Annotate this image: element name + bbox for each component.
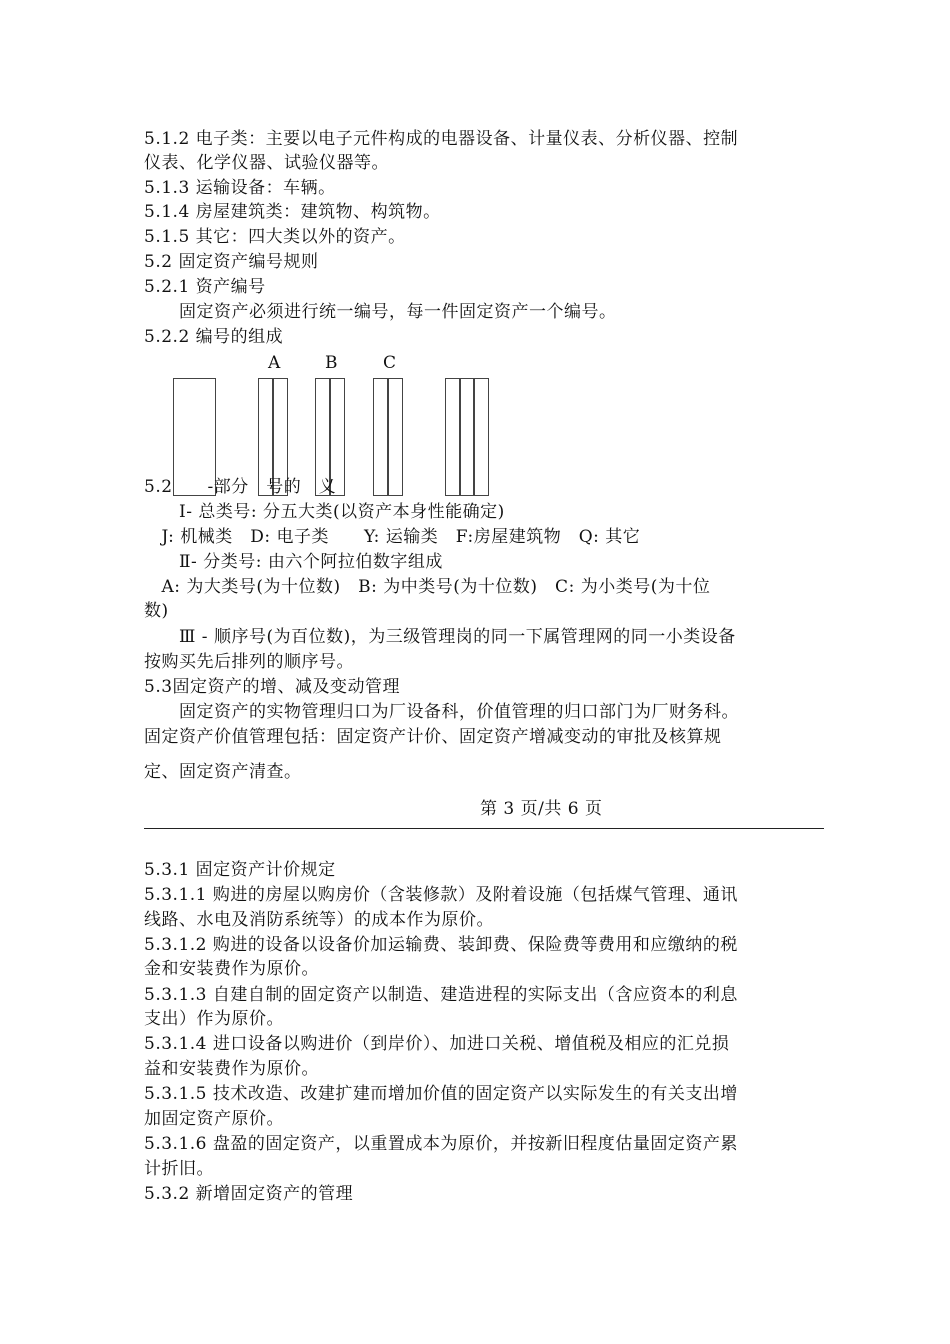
text-line: 固定资产价值管理包括：固定资产计价、固定资产增减变动的审批及核算规 (144, 727, 722, 747)
text-line: 固定资产的实物管理归口为厂设备科，价值管理的归口部门为厂财务科。 (144, 702, 739, 722)
text-line: 5.3.1.1 购进的房屋以购房价（含装修款）及附着设施（包括煤气管理、通讯 (144, 885, 738, 905)
subsection-heading: 5.3.2 新增固定资产的管理 (144, 1184, 354, 1204)
text-line: A: 为大类号(为十位数) B: 为中类号(为十位数) C: 为小类号(为十位 (144, 577, 711, 597)
text-line: 益和安装费作为原价。 (144, 1059, 319, 1079)
text-line: 加固定资产原价。 (144, 1109, 284, 1129)
diagram-box-c2 (387, 378, 403, 496)
text-line: 按购买先后排列的顺序号。 (144, 652, 354, 672)
text-line: Ⅰ- 总类号: 分五大类(以资产本身性能确定) (144, 502, 505, 522)
diagram-label-b: B (325, 353, 338, 373)
section-heading: 5.2 固定资产编号规则 (144, 252, 319, 272)
text-line: 计折旧。 (144, 1159, 214, 1179)
text-line: Ⅱ- 分类号: 由六个阿拉伯数字组成 (144, 552, 443, 572)
text-line: 支出）作为原价。 (144, 1009, 284, 1029)
page-footer: 第 3 页/共 6 页 (480, 799, 603, 819)
text-line: 金和安装费作为原价。 (144, 959, 319, 979)
text-line: 数) (144, 601, 169, 621)
text-line: 5.1.3 运输设备：车辆。 (144, 178, 336, 198)
text-line: 5.1.5 其它：四大类以外的资产。 (144, 227, 406, 247)
text-line: Ⅲ - 顺序号(为百位数)，为三级管理岗的同一下属管理网的同一小类设备 (144, 627, 736, 647)
diagram-box-seq3 (473, 378, 489, 496)
text-line: 5.1.4 房屋建筑类：建筑物、构筑物。 (144, 202, 441, 222)
section-heading: 5.3固定资产的增、减及变动管理 (144, 677, 401, 697)
text-line: 5.3.1.6 盘盈的固定资产，以重置成本为原价，并按新旧程度估量固定资产累 (144, 1134, 738, 1154)
page-divider (144, 828, 824, 829)
text-line: 5.3.1.4 进口设备以购进价（到岸价）、加进口关税、增值税及相应的汇兑损 (144, 1034, 730, 1054)
diagram-label-a: A (268, 353, 281, 373)
text-line: 5.3.1.2 购进的设备以设备价加运输费、装卸费、保险费等费用和应缴纳的税 (144, 935, 738, 955)
subsection-heading: 5.2 -部分 号的 义 (144, 477, 337, 497)
text-line: 固定资产必须进行统一编号，每一件固定资产一个编号。 (144, 302, 617, 322)
text-line: 5.3.1.3 自建自制的固定资产以制造、建造进程的实际支出（含应资本的利息 (144, 985, 738, 1005)
subsection-heading: 5.3.1 固定资产计价规定 (144, 860, 336, 880)
text-line: 5.3.1.5 技术改造、改建扩建而增加价值的固定资产以实际发生的有关支出增 (144, 1084, 738, 1104)
text-line: 定、固定资产清查。 (144, 762, 302, 782)
text-line: 线路、水电及消防系统等）的成本作为原价。 (144, 910, 494, 930)
subsection-heading: 5.2.2 编号的组成 (144, 327, 284, 347)
text-line: 5.1.2 电子类：主要以电子元件构成的电器设备、计量仪表、分析仪器、控制 (144, 129, 739, 149)
subsection-heading: 5.2.1 资产编号 (144, 277, 266, 297)
diagram-label-c: C (383, 353, 397, 373)
text-line: 仪表、化学仪器、试验仪器等。 (144, 153, 389, 173)
text-line: J: 机械类 D: 电子类 Y: 运输类 F:房屋建筑物 Q: 其它 (144, 527, 641, 547)
